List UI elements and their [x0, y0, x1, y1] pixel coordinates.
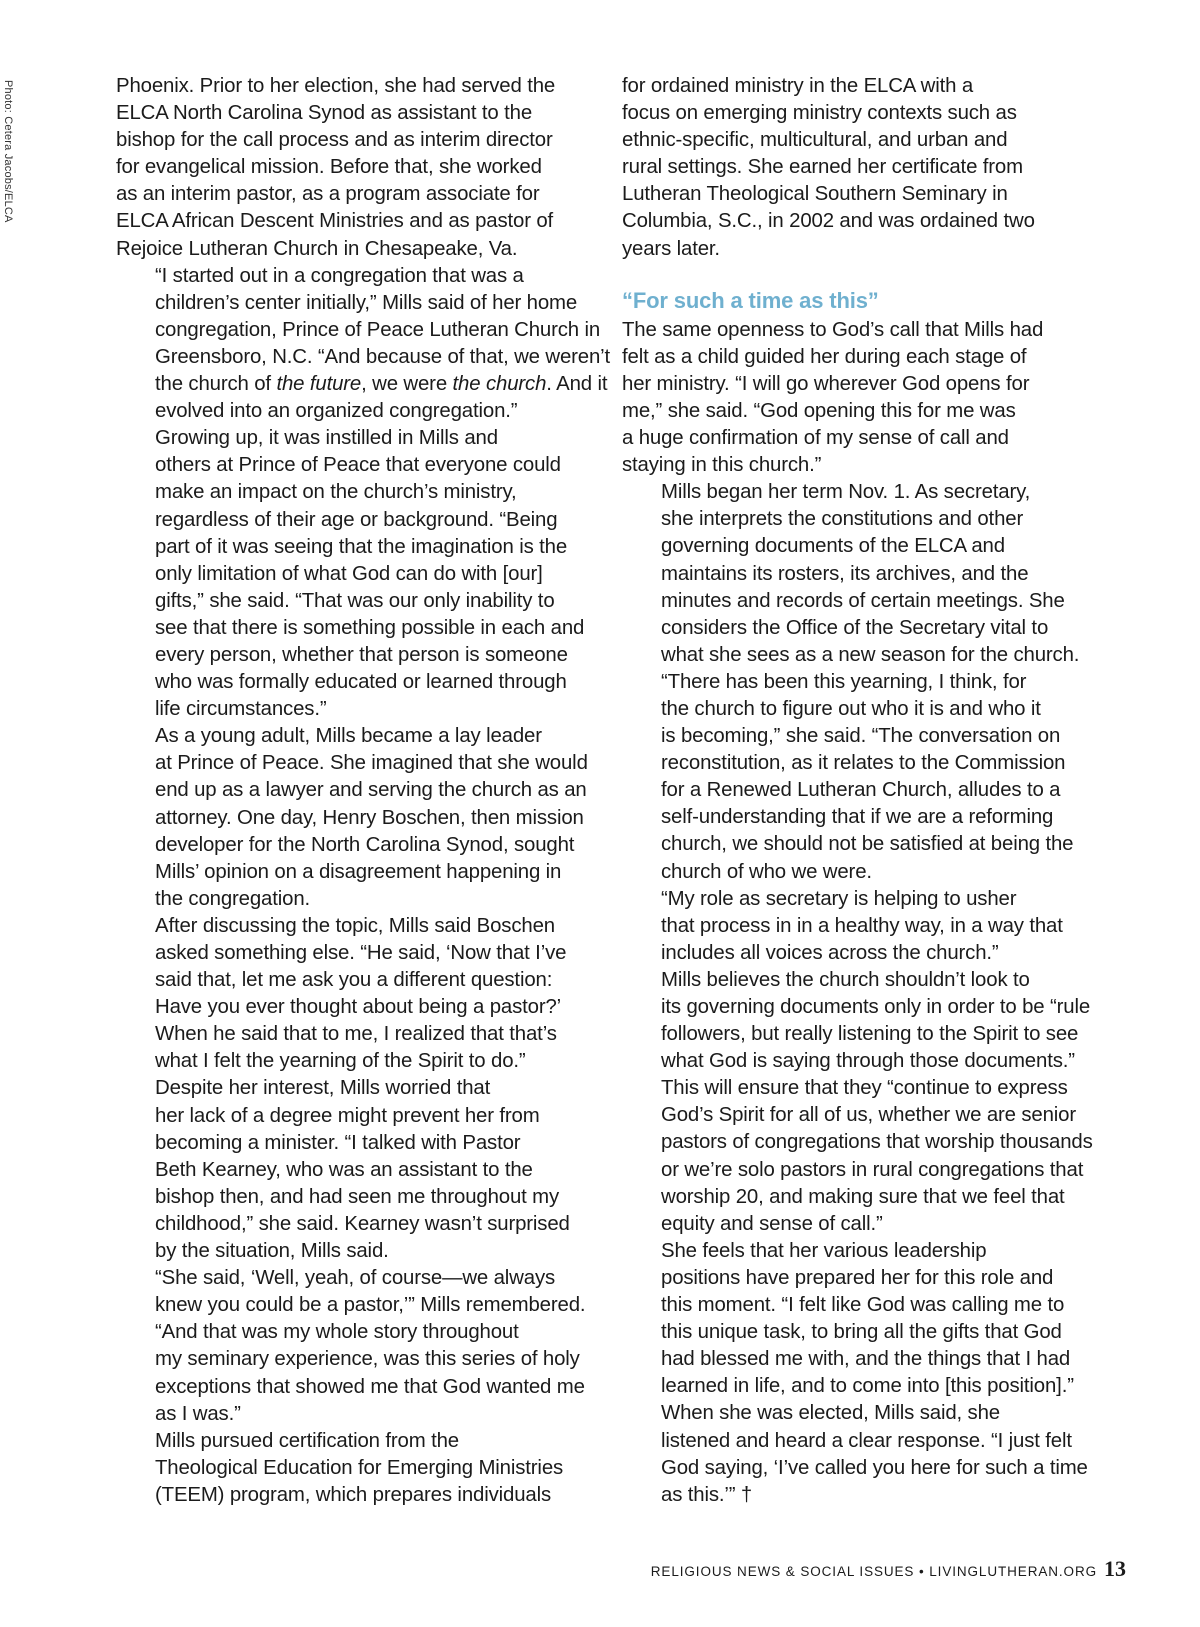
text-line: as I was.”: [155, 1402, 241, 1425]
text-line: She feels that her various leadership: [661, 1239, 987, 1262]
text-line: a huge confirmation of my sense of call and: [622, 427, 1009, 450]
text-line: Mills believes the church shouldn’t look to: [661, 968, 1030, 991]
text-line: Mills’ opinion on a disagreement happening in: [155, 860, 562, 883]
text-line: end up as a lawyer and serving the church as an: [155, 779, 587, 802]
article-paragraph: [116, 913, 586, 1076]
text-line: knew you could be a pastor,’” Mills remembered.: [155, 1294, 586, 1317]
text-line: evolved into an organized congregation.”: [155, 400, 518, 423]
article-paragraph: [622, 1238, 1092, 1401]
text-line: years later.: [622, 237, 720, 260]
article-paragraph: [622, 1400, 1092, 1508]
text-line: this moment. “I felt like God was calling me to: [661, 1294, 1065, 1317]
article-paragraph: [116, 1265, 586, 1319]
text-line: “And that was my whole story throughout: [155, 1321, 519, 1344]
text-line: this unique task, to bring all the gifts that God: [661, 1321, 1062, 1344]
text-line: what I felt the yearning of the Spirit to do.”: [155, 1050, 526, 1073]
text-line: as this.’” †: [661, 1483, 753, 1506]
article-paragraph: [622, 669, 1092, 886]
text-line: felt as a child guided her during each stage of: [622, 345, 1027, 368]
text-line: congregation, Prince of Peace Lutheran Church in: [155, 318, 601, 341]
right-column-body: [622, 317, 1092, 1509]
text-line: (TEEM) program, which prepares individuals: [155, 1483, 551, 1506]
text-line: had blessed me with, and the things that I had: [661, 1348, 1071, 1371]
text-line: her lack of a degree might prevent her from: [155, 1104, 540, 1127]
text-line: that process in in a healthy way, in a way that: [661, 914, 1063, 937]
right-column-intro: [622, 73, 1092, 263]
text-line: what God is saying through those documents.”: [661, 1050, 1075, 1073]
article-paragraph: [116, 1319, 586, 1427]
text-line: ELCA North Carolina Synod as assistant to the: [116, 102, 533, 125]
text-line: Phoenix. Prior to her election, she had served the: [116, 75, 556, 97]
article-column-right: [622, 73, 1092, 1509]
text-line: who was formally educated or learned through: [155, 671, 567, 694]
photo-credit: Photo: Cetera Jacobs/ELCA: [2, 80, 14, 223]
text-line: children’s center initially,” Mills said of her home: [155, 291, 578, 314]
text-line: said that, let me ask you a different question:: [155, 969, 553, 992]
text-line: Theological Education for Emerging Ministries: [155, 1456, 564, 1479]
text-line: only limitation of what God can do with [our]: [155, 562, 543, 585]
text-line: ELCA African Descent Ministries and as pastor of: [116, 210, 554, 233]
text-line: God saying, ‘I’ve called you here for such a time: [661, 1456, 1088, 1479]
text-line: Lutheran Theological Southern Seminary in: [622, 183, 1008, 206]
text-line: positions have prepared her for this role and: [661, 1266, 1054, 1289]
text-line: regardless of their age or background. “Being: [155, 508, 558, 531]
text-line: “There has been this yearning, I think, for: [661, 670, 1027, 693]
text-line: bishop for the call process and as interim director: [116, 129, 553, 152]
text-line: Greensboro, N.C. “And because of that, we weren’t: [155, 345, 611, 368]
text-line: Columbia, S.C., in 2002 and was ordained two: [622, 210, 1035, 233]
text-line: what she sees as a new season for the church.: [661, 643, 1080, 666]
article-paragraph: [622, 73, 1092, 263]
article-column-left: [116, 73, 611, 1509]
text-line: considers the Office of the Secretary vital to: [661, 616, 1049, 639]
text-line: worship 20, and making sure that we feel that: [661, 1185, 1065, 1208]
text-line: her ministry. “I will go wherever God opens for: [622, 372, 1030, 395]
text-line: God’s Spirit for all of us, whether we are senior: [661, 1104, 1077, 1127]
text-line: Have you ever thought about being a pastor?’: [155, 996, 562, 1019]
page-footer: [651, 1556, 1126, 1582]
text-line: she interprets the constitutions and other: [661, 508, 1024, 531]
text-line: When he said that to me, I realized that that’s: [155, 1023, 557, 1046]
text-line: rural settings. She earned her certificate from: [622, 156, 1023, 179]
text-line: exceptions that showed me that God wanted me: [155, 1375, 585, 1398]
text-line: for evangelical mission. Before that, she worked: [116, 156, 542, 179]
text-line: Beth Kearney, who was an assistant to the: [155, 1158, 533, 1181]
text-line: developer for the North Carolina Synod, sought: [155, 833, 575, 856]
text-line: “I started out in a congregation that was a: [155, 264, 524, 287]
text-line: attorney. One day, Henry Boschen, then mission: [155, 806, 584, 829]
text-line: bishop then, and had seen me throughout my: [155, 1185, 560, 1208]
article-paragraph: [116, 1075, 586, 1265]
page-number: 13: [1104, 1556, 1126, 1581]
text-line: the church of the future, we were the church. And it: [155, 373, 608, 396]
article-paragraph: [116, 1428, 586, 1509]
text-line: reconstitution, as it relates to the Commission: [661, 752, 1066, 775]
text-line: life circumstances.”: [155, 698, 327, 721]
text-line: followers, but really listening to the Spirit to see: [661, 1023, 1079, 1046]
text-line: at Prince of Peace. She imagined that she would: [155, 752, 588, 775]
text-line: includes all voices across the church.”: [661, 941, 999, 964]
text-line: for ordained ministry in the ELCA with a: [622, 75, 974, 97]
article-paragraph: [622, 317, 1092, 480]
text-line: make an impact on the church’s ministry,: [155, 481, 517, 504]
text-line: staying in this church.”: [622, 454, 822, 477]
article-paragraph: [116, 263, 611, 426]
text-line: the congregation.: [155, 887, 311, 910]
text-line: “She said, ‘Well, yeah, of course—we always: [155, 1267, 556, 1290]
footer-running-text: RELIGIOUS NEWS & SOCIAL ISSUES • LIVINGLUTHERAN.ORG: [650, 1564, 1097, 1579]
text-line: see that there is something possible in each and: [155, 616, 585, 639]
text-line: As a young adult, Mills became a lay leader: [155, 725, 542, 748]
article-paragraph: [116, 73, 586, 263]
text-line: minutes and records of certain meetings. She: [661, 589, 1065, 612]
text-line: governing documents of the ELCA and: [661, 535, 1005, 558]
text-line: listened and heard a clear response. “I just felt: [661, 1429, 1072, 1452]
text-line: every person, whether that person is someone: [155, 643, 568, 666]
text-line: This will ensure that they “continue to express: [661, 1077, 1068, 1100]
text-line: “My role as secretary is helping to usher: [661, 887, 1017, 910]
text-line: pastors of congregations that worship thousands: [661, 1131, 1093, 1154]
article-paragraph: [622, 479, 1092, 669]
section-subhead: “For such a time as this”: [622, 287, 879, 313]
text-line: or we’re solo pastors in rural congregations that: [661, 1158, 1084, 1181]
text-line: Despite her interest, Mills worried that: [155, 1077, 491, 1100]
text-line: becoming a minister. “I talked with Pastor: [155, 1131, 521, 1154]
text-line: childhood,” she said. Kearney wasn’t surprised: [155, 1212, 570, 1235]
text-line: self-understanding that if we are a reforming: [661, 806, 1054, 829]
text-line: church of who we were.: [661, 860, 872, 883]
text-line: me,” she said. “God opening this for me was: [622, 399, 1016, 422]
text-line: as an interim pastor, as a program associate for: [116, 183, 540, 206]
text-line: the church to figure out who it is and who it: [661, 697, 1041, 720]
text-line: Growing up, it was instilled in Mills and: [155, 427, 498, 450]
text-line: church, we should not be satisfied at being the: [661, 833, 1074, 856]
text-line: maintains its rosters, its archives, and the: [661, 562, 1029, 585]
text-line: Rejoice Lutheran Church in Chesapeake, Va.: [116, 237, 518, 260]
text-line: others at Prince of Peace that everyone could: [155, 454, 561, 477]
article-paragraph: [622, 886, 1092, 967]
article-paragraph: [622, 967, 1092, 1238]
text-line: When she was elected, Mills said, she: [661, 1402, 1000, 1425]
text-line: equity and sense of call.”: [661, 1212, 883, 1235]
text-line: my seminary experience, was this series of holy: [155, 1348, 580, 1371]
text-line: its governing documents only in order to be “rule: [661, 996, 1091, 1018]
text-line: After discussing the topic, Mills said Boschen: [155, 914, 555, 937]
text-line: part of it was seeing that the imagination is the: [155, 535, 568, 558]
article-paragraph: [116, 723, 586, 913]
text-line: for a Renewed Lutheran Church, alludes to a: [661, 779, 1061, 802]
text-line: ethnic-specific, multicultural, and urban and: [622, 129, 1008, 152]
text-line: focus on emerging ministry contexts such as: [622, 102, 1017, 125]
article-paragraph: [116, 425, 586, 723]
text-line: gifts,” she said. “That was our only inability to: [155, 589, 555, 612]
text-line: Mills began her term Nov. 1. As secretary,: [661, 481, 1031, 504]
text-line: by the situation, Mills said.: [155, 1240, 389, 1263]
text-line: asked something else. “He said, ‘Now that I’ve: [155, 942, 567, 964]
text-line: learned in life, and to come into [this position].”: [661, 1375, 1074, 1398]
text-line: is becoming,” she said. “The conversation on: [661, 725, 1061, 748]
text-line: The same openness to God’s call that Mills had: [622, 318, 1044, 341]
text-line: Mills pursued certification from the: [155, 1429, 459, 1452]
